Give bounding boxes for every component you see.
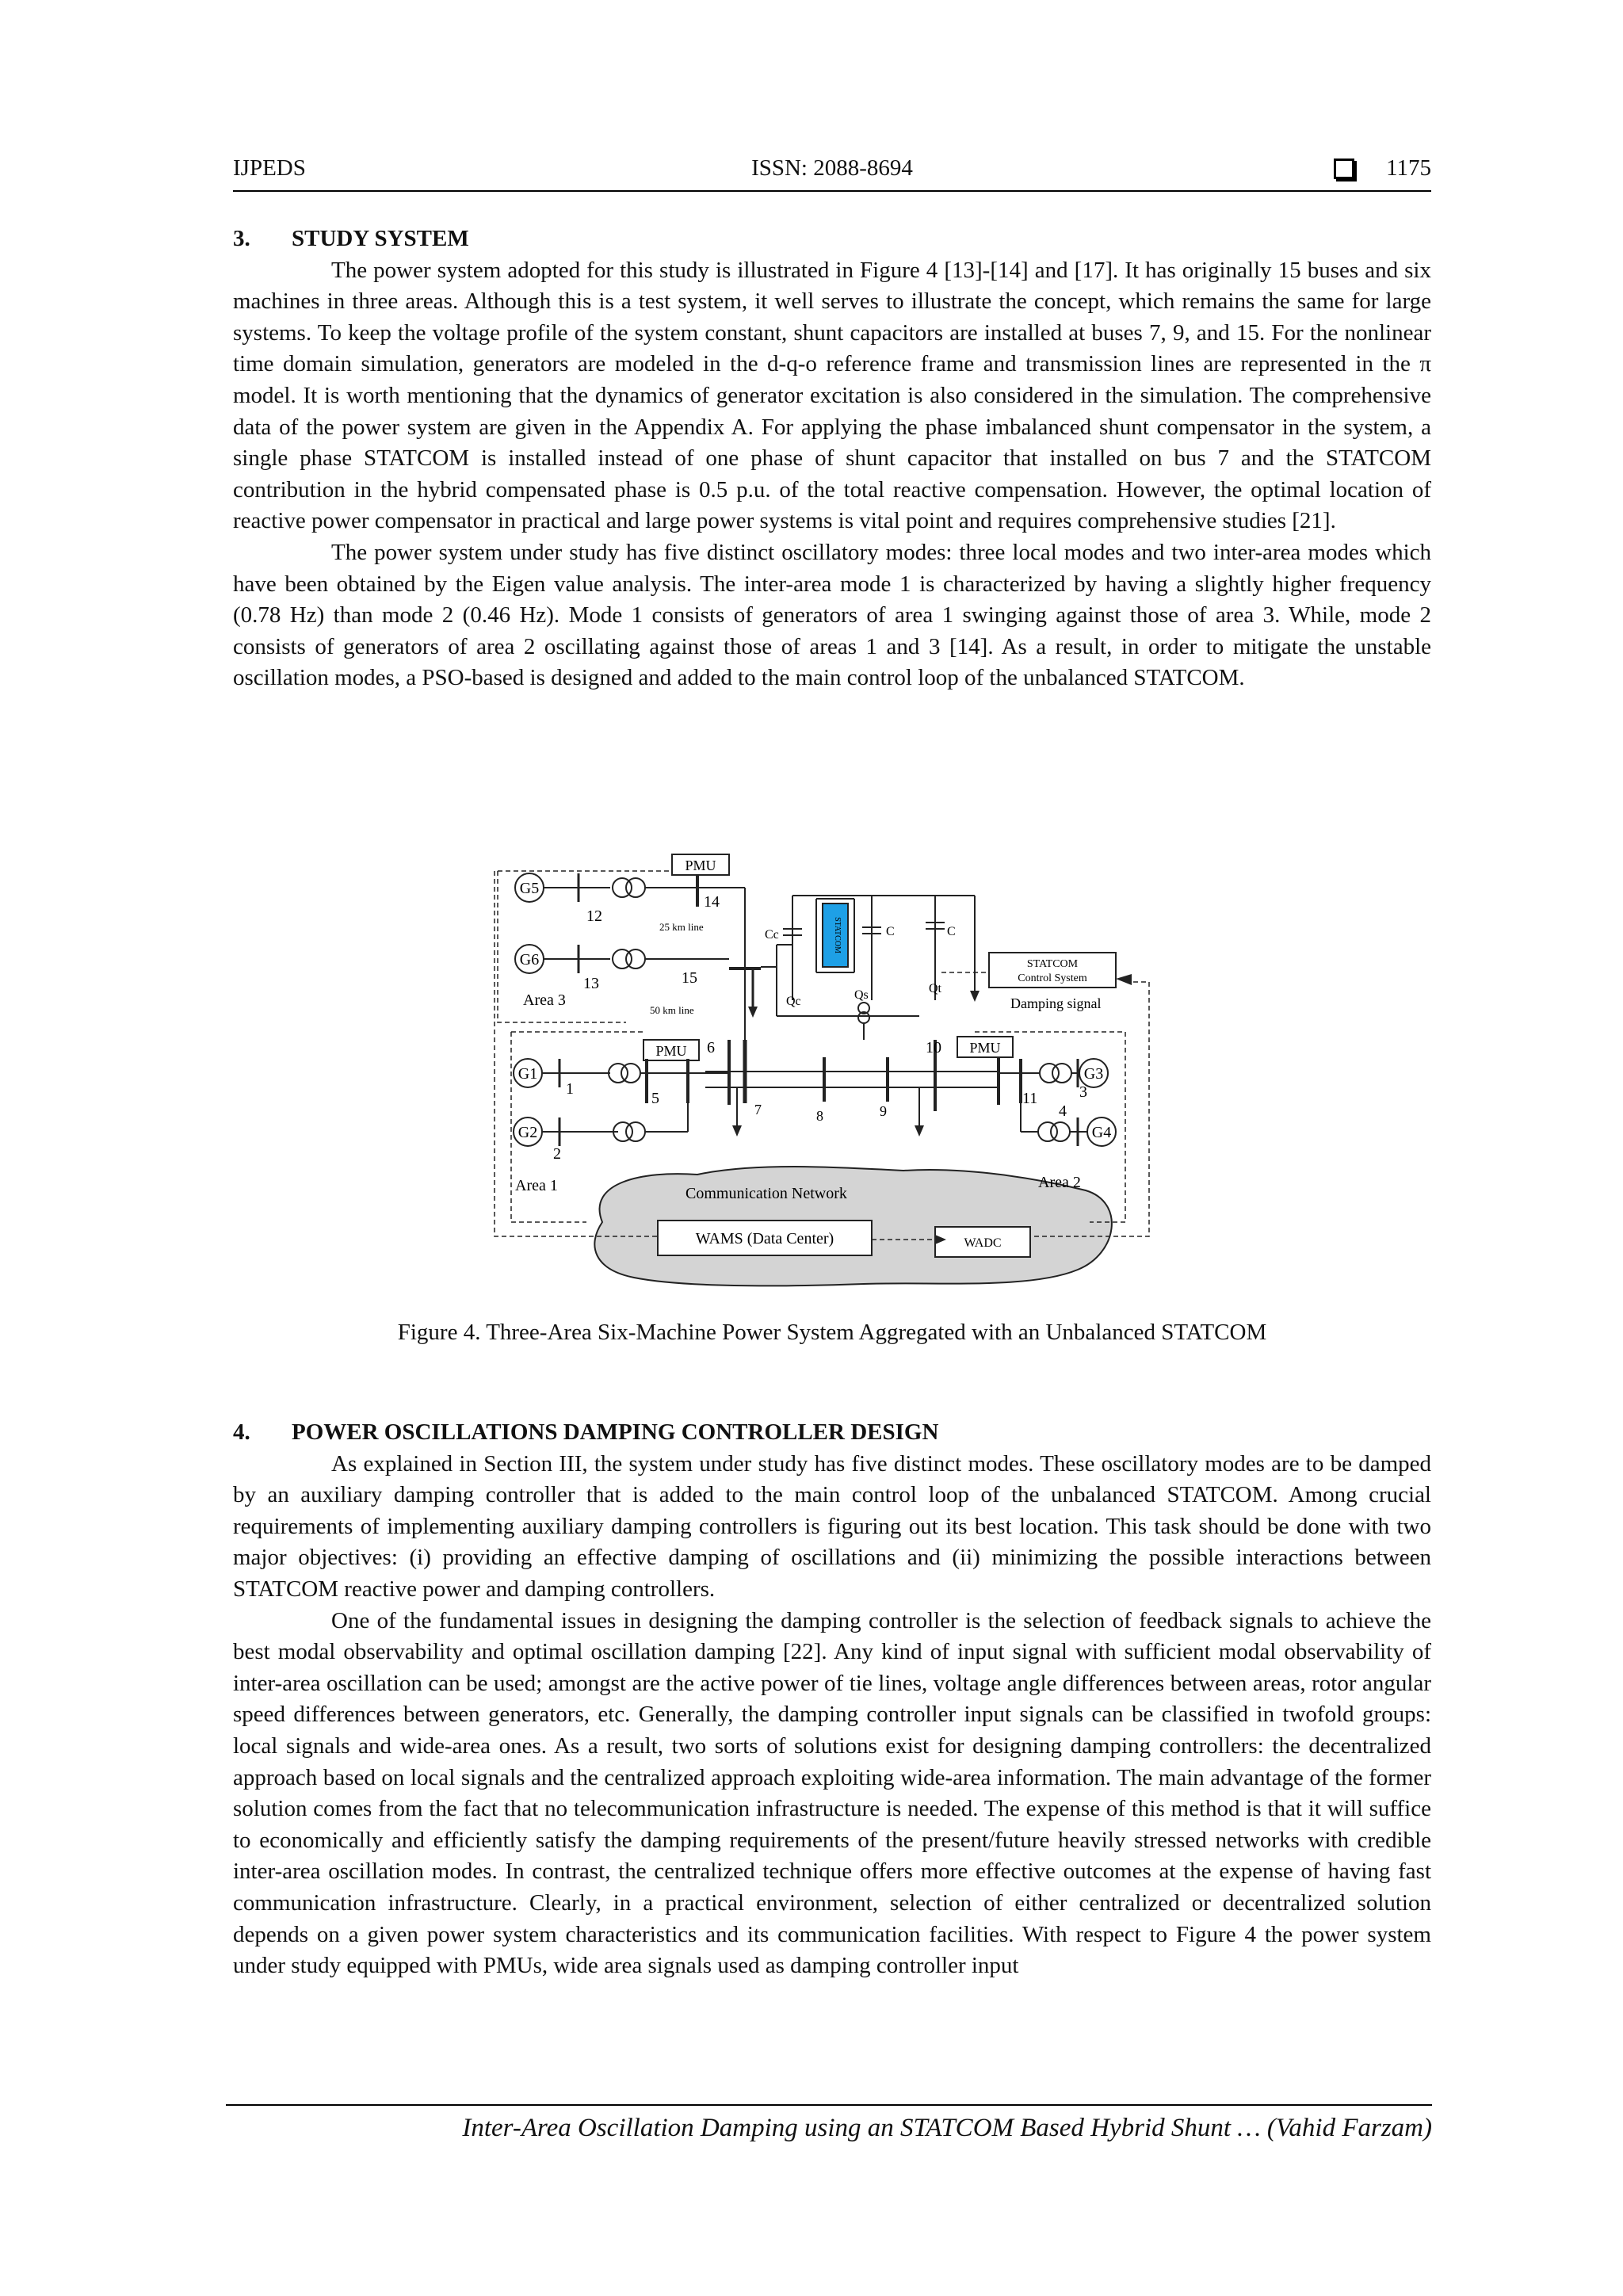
label-bus10: 10: [926, 1039, 941, 1056]
label-c2: C: [947, 925, 956, 938]
page-header: [233, 155, 1431, 192]
label-area2: Area 2: [1038, 1174, 1081, 1191]
paragraph: The power system under study has five distinct oscillatory modes: three local modes and two inter-area modes which have been obtained by the Eigen value analysis. The inter-area mode 1 is characterized by having a slightly higher frequency (0.78 Hz) than mode 2 (0.46 Hz). Mode 1 consists of generators of area 1 swinging against those of area 3. While, mode 2 consists of generators of area 2 oscillating against those of areas 1 and 3 [14]. As a result, in order to mitigate the unstable oscillation modes, a PSO-based is designed and added to the main control loop of the unbalanced STATCOM.: [233, 539, 1431, 691]
label-bus2: 2: [553, 1145, 561, 1163]
label-communication-network: Communication Network: [685, 1185, 847, 1202]
label-50km-line: 50 km line: [650, 1004, 694, 1016]
label-g1: G1: [517, 1065, 538, 1083]
square-box-icon: [1334, 159, 1354, 179]
label-qs: Qs: [854, 988, 869, 1002]
label-bus8: 8: [816, 1108, 823, 1124]
page-number: 1175: [1386, 155, 1431, 181]
label-25km-line: 25 km line: [659, 921, 704, 933]
section-number: 4.: [233, 1419, 250, 1445]
label-bus15: 15: [682, 969, 697, 987]
label-bus12: 12: [586, 907, 602, 925]
paragraph: The power system adopted for this study is illustrated in Figure 4 [13]-[14] and [17]. It has originally 15 buses and six machines in three areas. Although this is a test system, it well serves to illustrate the concept, which remains the same for large systems. To keep the voltage profile of the system constant, shunt capacitors are installed at buses 7, 9, and 15. For the nonlinear time domain simulation, generators are modeled in the d-q-o reference frame and transmission lines are represented in the π model. It is worth mentioning that the dynamics of generator excitation is also considered in the simulation. The comprehensive data of the power system are given in the Appendix A. For applying the phase imbalanced shunt compensator in the system, a single phase STATCOM is installed instead of one phase of shunt capacitor that installed on bus 7 and the STATCOM contribution in the hybrid compensated phase is 0.5 p.u. of the total reactive compensation. However, the optimal location of reactive power compensator in practical and large power systems is vital point and requires comprehensive studies [21].: [233, 257, 1431, 534]
page-number-group: [1334, 155, 1431, 181]
journal-name: IJPEDS: [233, 155, 306, 181]
label-bus1: 1: [566, 1080, 574, 1098]
label-c1: C: [886, 925, 895, 938]
label-qc: Qc: [786, 995, 801, 1008]
footer-text: Inter-Area Oscillation Damping using an STATCOM Based Hybrid Shunt … (Vahid Farzam): [462, 2114, 1432, 2142]
label-g4: G4: [1091, 1124, 1112, 1141]
section-heading: [233, 223, 1431, 255]
label-pmu: PMU: [685, 858, 716, 873]
section-number: 3.: [233, 226, 250, 251]
label-bus4: 4: [1059, 1102, 1067, 1120]
power-system-diagram: [491, 850, 1165, 1293]
label-area3: Area 3: [523, 991, 566, 1009]
label-g3: G3: [1083, 1065, 1104, 1083]
figure-caption: Figure 4. Three-Area Six-Machine Power System Aggregated with an Unbalanced STATCOM: [397, 1320, 1267, 1345]
figure-power-system-diagram: [491, 850, 1165, 1293]
label-area1: Area 1: [515, 1177, 558, 1194]
label-pmu-area1: PMU: [655, 1043, 687, 1059]
label-bus7: 7: [754, 1102, 762, 1117]
label-bus11: 11: [1022, 1090, 1038, 1107]
label-qt: Qt: [929, 982, 941, 995]
label-bus13: 13: [583, 975, 599, 992]
label-bus14: 14: [704, 893, 720, 911]
section-damping-controller-design: [233, 1417, 1431, 1982]
label-wams: WAMS (Data Center): [695, 1230, 834, 1247]
label-bus9: 9: [880, 1103, 887, 1119]
label-cc: Cc: [765, 928, 779, 942]
label-bus3: 3: [1079, 1083, 1087, 1101]
label-bus6: 6: [707, 1039, 715, 1056]
label-statcom-control-1: STATCOM: [1026, 958, 1079, 970]
label-damping-signal: Damping signal: [1010, 995, 1102, 1011]
page-footer: [226, 2104, 1432, 2143]
label-pmu-area2: PMU: [969, 1040, 1001, 1056]
section-heading: [233, 1417, 1431, 1449]
section-title: STUDY SYSTEM: [292, 226, 469, 251]
paragraph: One of the fundamental issues in designing the damping controller is the selection of feedback signals to achieve the best modal observability and optimal oscillation damping [22]. Any kind of input signal with sufficient modal observability of inter-area oscillation can be used; amongst are the active power of tie lines, voltage angle differences between areas, rotor angular speed differences between generators, etc. Generally, the damping controller input signals can be classified in twofold groups: local signals and wide-area ones. As a result, two sorts of solutions exist for designing damping controllers: the decentralized approach based on local signals and the centralized approach exploiting wide-area information. The main advantage of the former solution comes from the fact that no telecommunication infrastructure is needed. The expense of this method is that it will suffice to economically and efficiently satisfy the damping requirements of the present/future heavily stressed networks with credible inter-area oscillation modes. In contrast, the centralized technique offers more effective outcomes at the expense of having fast communication infrastructure. Clearly, in a practical environment, selection of either centralized or decentralized solution depends on a given power system characteristics and its communication facilities. With respect to Figure 4 the power system under study equipped with PMUs, wide area signals used as damping controller input: [233, 1607, 1431, 1979]
label-bus5: 5: [651, 1090, 659, 1107]
label-g5: G5: [519, 880, 540, 897]
label-statcom-vertical: STATCOM: [833, 917, 842, 953]
label-g6: G6: [519, 951, 540, 968]
issn: ISSN: 2088-8694: [751, 155, 913, 181]
paragraph: As explained in Section III, the system under study has five distinct modes. These oscillatory modes are to be damped by an auxiliary damping controller that is added to the main control loop of the unbalanced STATCOM. Among crucial requirements of implementing auxiliary damping controllers is figuring out its best location. This task should be done with two major objectives: (i) providing an effective damping of oscillations and (ii) minimizing the possible interactions between STATCOM reactive power and damping controllers.: [233, 1450, 1431, 1602]
label-g2: G2: [517, 1124, 538, 1141]
label-statcom-control-2: Control System: [1018, 972, 1087, 984]
label-wadc: WADC: [964, 1236, 1002, 1250]
section-study-system: [233, 223, 1431, 694]
section-title: POWER OSCILLATIONS DAMPING CONTROLLER DESIGN: [292, 1419, 939, 1445]
